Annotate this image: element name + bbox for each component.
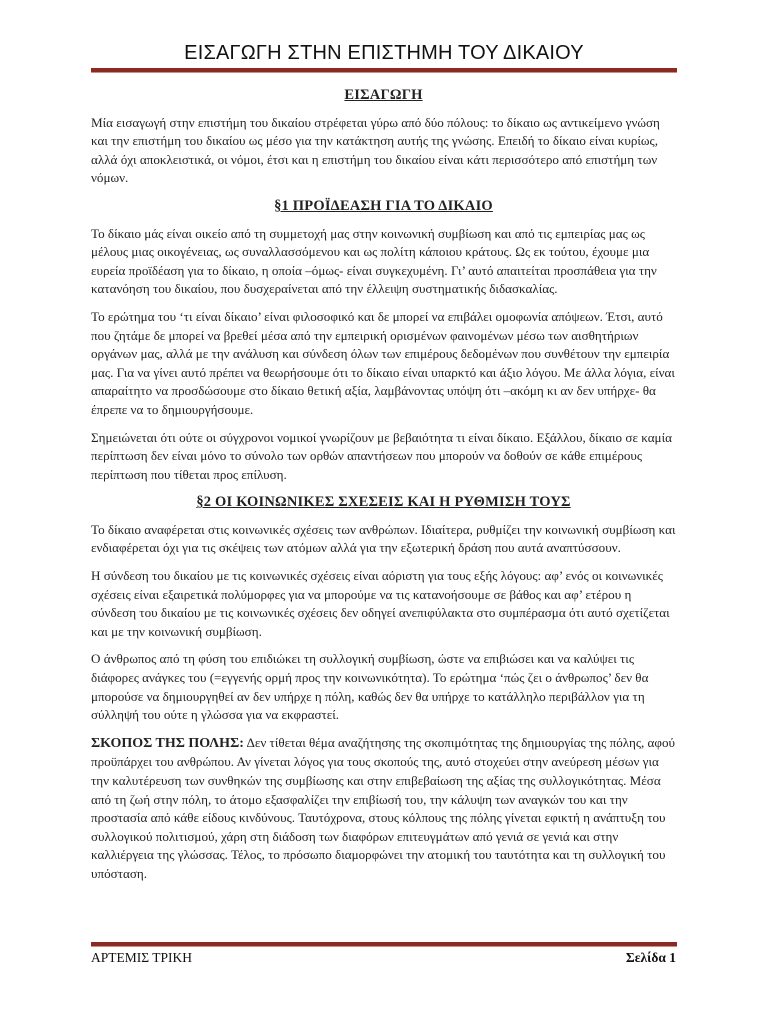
section-heading-1: §1 ΠΡΟΪΔΕΑΣΗ ΓΙΑ ΤΟ ΔΙΚΑΙΟ	[274, 197, 493, 214]
paragraph: Το δίκαιο αναφέρεται στις κοινωνικές σχέσεις των ανθρώπων. Ιδιαίτερα, ρυθμίζει την κοινωνική συμβίωση και ενδιαφέρεται όχι για τις σκέψεις των ατόμων αλλά για την εξωτερική δράση που αυτά αναπτύσσουν.	[91, 521, 676, 556]
footer-divider	[91, 942, 677, 947]
paragraph-text: Δεν τίθεται θέμα αναζήτησης της σκοπιμότητας της δημιουργίας της πόλης, αφού προϋπάρχει του ανθρώπου. Αν γίνεται λόγος για τους σκοπούς της, αυτό στοχεύει στην ανεύρεση μέσων για την καλυτέρευση των συνθηκών της συμβίωσης και στην επιβεβαίωση της αξίας της συλλογικότητας. Μέσα από τη ζωή στην πόλη, το άτομο εξασφαλίζει την επιβίωσή του, την κάλυψη των αναγκών του και την προστασία από κάθε είδους κινδύνους. Ταυτόχρονα, στους κόλπους της πόλης γίνεται εφικτή η ανάπτυξη του συλλογικού πολιτισμού, χάρη στη διάδοση των διαφόρων επιτευγμάτων από γενιά σε γενιά και στην καλλιέργεια της γλώσσας. Τέλος, το πρόσωπο διαμορφώνει την ατομική του ταυτότητα και τη συλλογική του υπόσταση.	[91, 734, 675, 881]
paragraph-city-purpose	[91, 734, 676, 884]
document-body	[91, 82, 676, 893]
footer-page-number: Σελίδα 1	[625, 950, 676, 965]
paragraph: Το ερώτημα του ‘τι είναι δίκαιο’ είναι φιλοσοφικό και δε μπορεί να επιβάλει ομοφωνία απόψεων. Έτσι, αυτό που ζητάμε δε μπορεί να βρεθεί μέσα από την εμπειρική ορισμένων φαινομένων μέσω των αισθητήριων οργάνων μας, αλλά με την ανάλυση και σύνδεση όλων των επιμέρους δεδομένων που συνθέτουν την εμπειρία μας. Για να γίνει αυτό πρέπει να θεωρήσουμε ότι το δίκαιο είναι υπαρκτό και άξιο λόγου. Με άλλα λόγια, είναι απαραίτητο να προσδώσουμε στο δίκαιο θετική αξία, λαμβάνοντας υπόψη ότι –ακόμη κι αν δεν υπήρχε- θα έπρεπε να το δημιουργήσουμε.	[91, 308, 675, 417]
footer-author: ΑΡΤΕΜΙΣ ΤΡΙΚΗ	[91, 950, 192, 965]
header-divider	[91, 68, 677, 73]
paragraph-lead: ΣΚΟΠΟΣ ΤΗΣ ΠΟΛΗΣ:	[91, 735, 244, 751]
paragraph: Ο άνθρωπος από τη φύση του επιδιώκει τη συλλογική συμβίωση, ώστε να επιβιώσει και να καλύψει τις διάφορες ανάγκες του (=εγγενής ορμή προς την κοινωνικότητα). Το ερώτημα ‘πώς ζει ο άνθρωπος’ δεν θα μπορούσε να δημιουργηθεί αν δεν υπήρχε η πόλη, καθώς δεν θα υπήρχε το κατάλληλο περιβάλλον για τη σύλληψή του ούτε η γλώσσα για να εκφραστεί.	[91, 651, 649, 723]
section-heading-2: §2 ΟΙ ΚΟΙΝΩΝΙΚΕΣ ΣΧΕΣΕΙΣ ΚΑΙ Η ΡΥΘΜΙΣΗ ΤΟΥΣ	[196, 494, 571, 511]
section-heading-intro: ΕΙΣΑΓΩΓΗ	[344, 87, 423, 103]
paragraph: Το δίκαιο μάς είναι οικείο από τη συμμετοχή μας στην κοινωνική συμβίωση και από τις εμπειρίας μας ως μέλους μιας οικογένειας, ως συναλλασσόμενου και ως πολίτη κάποιου κράτους. Ως εκ τούτου, έχουμε μια ευρεία προϊδέαση για το δίκαιο, η οποία –όμως- είναι συγκεχυμένη. Γι’ αυτό απαιτείται προσπάθεια για την κατανόηση του δικαίου, που δυσχεραίνεται από την έλλειψη συστηματικής διδασκαλίας.	[91, 225, 657, 297]
paragraph: Η σύνδεση του δικαίου με τις κοινωνικές σχέσεις είναι αόριστη για τους εξής λόγους: αφ’ ενός οι κοινωνικές σχέσεις είναι εξαιρετικά πολύμορφες για να μπορούμε να τις κατανοήσουμε σε βάθος και αφ’ ετέρου η σύνδεση του δικαίου με τις κοινωνικές σχέσεις δεν οδηγεί ανεπιφύλακτα στο συμπέρασμα ότι αυτό σχετίζεται και με την κοινωνική συμβίωση.	[91, 568, 670, 639]
paragraph: Σημειώνεται ότι ούτε οι σύγχρονοι νομικοί γνωρίζουν με βεβαιότητα τι είναι δίκαιο. Εξάλλου, δίκαιο σε καμία περίπτωση δεν είναι μόνο το σύνολο των ορθών απαντήσεων που μπορούν να δοθούν σε κάθε επιμέρους περίπτωση που τίθεται προς επίλυση.	[91, 429, 672, 482]
page-header-title: ΕΙΣΑΓΩΓΗ ΣΤΗΝ ΕΠΙΣΤΗΜΗ ΤΟΥ ΔΙΚΑΙΟΥ	[184, 42, 584, 64]
paragraph: Μία εισαγωγή στην επιστήμη του δικαίου στρέφεται γύρω από δύο πόλους: το δίκαιο ως αντικείμενο γνώση και την επιστήμη του δικαίου ως μέσο για την κατάκτηση αυτής της γνώσης. Επειδή το δίκαιο είναι κυρίως, αλλά όχι αποκλειστικά, οι νόμοι, έτσι και η επιστήμη του δικαίου είναι κάτι περισσότερο από επιστήμη των νόμων.	[91, 114, 660, 186]
